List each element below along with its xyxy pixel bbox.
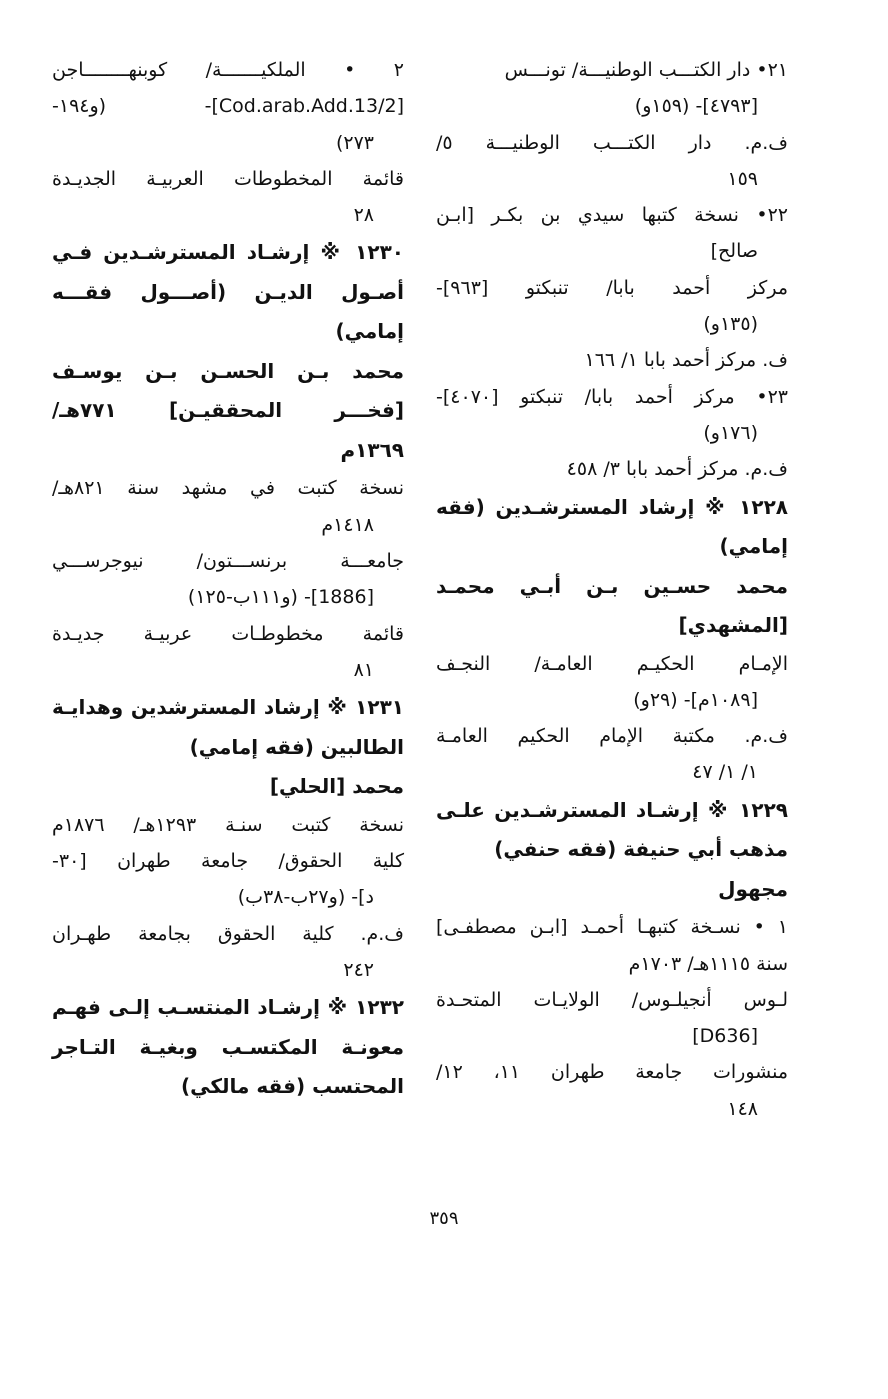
text-line: ١٢٣٠ ※ إرشـاد المسترشـدين فـي [52,240,404,265]
text-line: ف.م. مركز أحمد بابا ٣/ ٤٥٨ [566,458,788,481]
text-line: (١٣٥و) [703,313,758,336]
text-line: ١٢٢٩ ※ إرشـاد المسترشـدين علـى [436,797,788,822]
text-line: ١/ ١/ ٤٧ [692,761,758,784]
text-line: ف.م. كلية الحقوق بجامعة طهـران [52,922,404,945]
text-line: ١ • نسـخة كتبهـا أحمـد [ابـن مصطفـى] [436,916,788,939]
text-line: سنة ١١١٥هـ/ ١٧٠٣م [628,952,788,975]
text-line: مركز أحمد بابا/ تنبكتو [٩٦٣]- [436,276,788,299]
text-line: إمامي) [335,319,404,344]
text-line: ف. مركز أحمد بابا ١/ ١٦٦ [584,349,788,372]
text-line: ١٥٩ [727,167,758,190]
text-line: محمد بـن الحسـن بـن يوسـف [52,358,404,383]
text-line: أصـول الديـن (أصـــول فقـــه [52,279,404,304]
text-line: ٨١ [353,658,374,681]
text-line: ٢ • الملكيـــــــة/ كوبنهــــــــاجن [52,59,404,81]
text-line: الطالبين (فقه إمامي) [189,734,404,759]
text-line: نسخة كتبت سنـة ١٢٩٣هـ/ ١٨٧٦م [52,813,404,836]
text-line: معونـة المكتسـب وبغيـة التـاجر [52,1034,404,1059]
text-line: محمد حسـين بـن أبـي محمـد [436,573,788,598]
text-line: ٢٧٣) [335,131,374,154]
text-line: [فخـــر المحققيـن] ٧٧١هـ/ [52,398,404,423]
text-line: [٤٧٩٣]- (١٥٩و) [634,95,758,118]
text-line: منشورات جامعة طهران ١١، ١٢/ [436,1061,789,1084]
text-line: مذهب أبي حنيفة (فقه حنفي) [494,837,788,862]
page-number: ٣٥٩ [429,1208,459,1229]
text-line: إمامي) [719,534,788,559]
text-line: قائمة مخطوطـات عربيـة جديـدة [52,622,404,645]
text-line: (١٧٦و) [703,421,758,444]
text-line: ٢٢• نسخة كتبها سيدي بن بكـر [ابـن [436,204,788,227]
text-line: د]- (و٢٧ب-٣٨ب) [237,886,374,909]
text-line: ١٢٣٢ ※ إرشـاد المنتسـب إلـى فهـم [52,995,404,1020]
text-line: مجهول [718,876,788,901]
text-line: لـوس أنجيلـوس/ الولايـات المتحـدة [436,988,788,1011]
text-line: ف.م. دار الكتـــب الوطنيـــة ٥/ [436,131,788,154]
text-line: [1886]- (و١١١ب-١٢٥) [187,586,374,609]
text-line: ١٢٣١ ※ إرشاد المسترشدين وهدايـة [52,695,404,720]
text-line: ٢٤٢ [343,958,374,981]
text-line: [المشهدي] [678,613,788,638]
text-line: ١٤٨ [727,1097,758,1120]
text-line: ف.م. مكتبة الإمام الحكيم العامـة [436,725,788,748]
text-line: المحتسب (فقه مالكي) [181,1074,404,1099]
text-line: [Cod.arab.Add.13/2]- (و١٩٤- [52,95,404,118]
text-line: قائمة المخطوطات العربيـة الجديـدة [52,167,404,190]
text-line: [D636] [692,1025,758,1048]
text-line: [١٠٨٩م]- (٢٩و) [633,688,758,711]
text-line: ٢٣• مركز أحمد بابا/ تنبكتو [٤٠٧٠]- [436,385,788,408]
text-line: الإمـام الحكيـم العامـة/ النجـف [436,652,788,675]
text-line: ١٢٢٨ ※ إرشاد المسترشـدين (فقه [436,494,788,519]
right-column [436,52,788,1127]
text-line: محمد [الحلي] [269,774,404,799]
text-line: ١٣٦٩م [340,437,404,462]
text-line: ٢١• دار الكتـــب الوطنيـــة/ تونـــس [504,59,788,81]
text-line: صالح] [710,240,758,263]
text-line: كلية الحقوق/ جامعة طهران [٣٠- [52,850,404,873]
text-line: ١٤١٨م [321,513,374,536]
text-line: جامعـــة برنســـتون/ نيوجرســـي [52,550,404,573]
text-line: ٢٨ [353,204,374,227]
left-column [52,52,404,1107]
text-line: نسخة كتبت في مشهد سنة ٨٢١هـ/ [52,477,404,500]
